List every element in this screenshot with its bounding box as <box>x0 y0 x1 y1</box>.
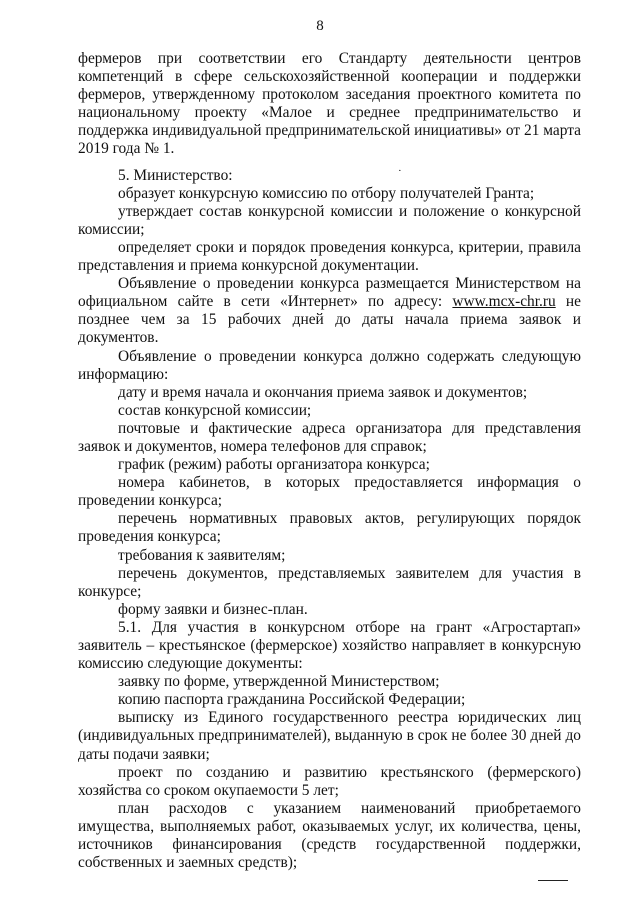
list-item: форму заявки и бизнес-план. <box>118 600 308 618</box>
list-item: проект по созданию и развитию крестьянского (фермерского) хозяйства со сроком окупаемости 5 лет; <box>78 763 581 799</box>
ministry-website-link[interactable]: www.mcx-chr.ru <box>452 293 556 311</box>
list-item: перечень нормативных правовых актов, регулирующих порядок проведения конкурса; <box>78 510 581 546</box>
paragraph: утверждает состав конкурсной комиссии и положение о конкурсной комиссии; <box>78 202 581 238</box>
list-item: выписку из Единого государственного реестра юридических лиц (индивидуальных предпринимателей), выданную в срок не более 30 дней до даты подачи заявки; <box>78 709 581 763</box>
document-body <box>78 50 581 872</box>
list-item: состав конкурсной комиссии; <box>118 401 312 419</box>
list-item: план расходов с указанием наименований приобретаемого имущества, выполняемых работ, оказываемых услуг, их количества, цены, источников финансирования (средств государственной поддержки, собственных и заемных средств); <box>78 799 581 872</box>
list-item: номера кабинетов, в которых предоставляется информация о проведении конкурса; <box>78 474 581 510</box>
footer-rule <box>538 880 568 881</box>
announcement-text-after: не позднее чем за 15 рабочих дней до даты начала приема заявок и документов. <box>78 293 581 347</box>
list-item: почтовые и фактические адреса организатора для представления заявок и документов, номера телефонов для справок; <box>78 419 581 455</box>
list-item: перечень документов, представляемых заявителем для участия в конкурсе; <box>78 564 581 600</box>
paragraph: определяет сроки и порядок проведения конкурса, критерии, правила представления и приема конкурсной документации. <box>78 238 581 275</box>
paragraph: образует конкурсную комиссию по отбору получателей Гранта; <box>118 184 535 202</box>
list-item: заявку по форме, утвержденной Министерством; <box>118 673 440 691</box>
page-number: 8 <box>316 18 324 34</box>
paragraph-section-5: 5. Министерство: <box>118 166 233 184</box>
paragraph-announcement <box>78 275 581 347</box>
list-item: требования к заявителям; <box>118 546 286 564</box>
paragraph: Объявление о проведении конкурса должно содержать следующую информацию: <box>78 347 581 383</box>
stray-mark: · <box>398 165 402 177</box>
paragraph-section-5-1: 5.1. Для участия в конкурсном отборе на грант «Агростартап» заявитель – крестьянское (фермерское) хозяйство направляет в конкурсную комиссию следующие документы: <box>78 618 581 673</box>
list-item: график (режим) работы организатора конкурса; <box>118 456 430 474</box>
list-item: копию паспорта гражданина Российской Федерации; <box>118 691 466 709</box>
paragraph-intro-continued: фермеров при соответствии его Стандарту деятельности центров компетенций в сфере сельскохозяйственной кооперации и поддержки фермеров, утвержденному протоколом заседания проектного комитета по национальному проекту «Малое и среднее предпринимательство и поддержка индивидуальной предпринимательской инициативы» от 21 марта 2019 года № 1. <box>78 50 581 158</box>
list-item: дату и время начала и окончания приема заявок и документов; <box>118 383 528 401</box>
announcement-text-before: Объявление о проведении конкурса размещается Министерством на официальном сайте в сети «Интернет» по адресу: <box>78 275 581 311</box>
